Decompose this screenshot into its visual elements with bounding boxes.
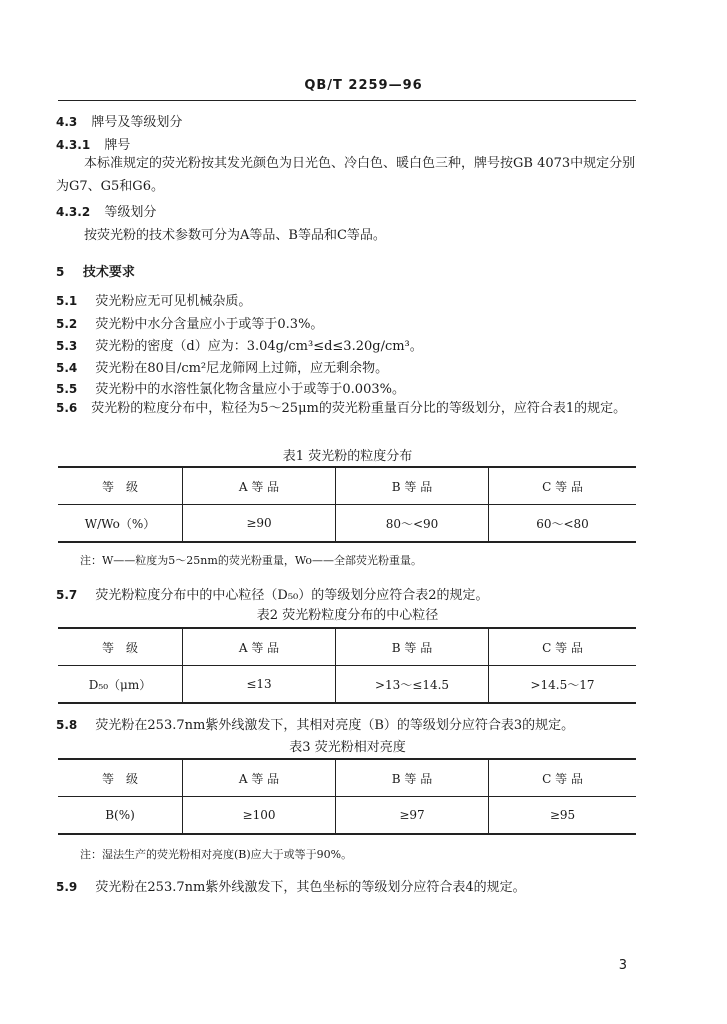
table-cell: ≥100 <box>183 797 336 835</box>
table-cell: B(%) <box>58 797 183 835</box>
table-header-cell: 等 级 <box>58 467 183 505</box>
item-5-6 <box>56 397 641 420</box>
table-3 <box>58 758 636 835</box>
table-row <box>58 666 636 704</box>
item-5-3 <box>56 335 423 354</box>
item-5-9 <box>56 876 526 895</box>
item-number: 5.8 <box>56 718 78 732</box>
table-header-cell: A 等 品 <box>183 628 336 666</box>
item-5-4 <box>56 357 388 376</box>
item-number: 5.1 <box>56 294 78 308</box>
table-header-cell: C 等 品 <box>489 759 637 797</box>
item-text: 荧光粉中水分含量应小于或等于0.3%。 <box>95 317 324 332</box>
paragraph-4-3-1: 本标准规定的荧光粉按其发光颜色为日光色、冷白色、暖白色三种，牌号按GB 4073中规定分别为G7、G5和G6。 <box>56 156 636 194</box>
item-text: 荧光粉应无可见机械杂质。 <box>95 294 252 309</box>
table-header-cell: A 等 品 <box>183 759 336 797</box>
item-number: 5.7 <box>56 588 78 602</box>
section-number: 4.3.1 <box>56 138 91 152</box>
table-header-cell: B 等 品 <box>336 759 489 797</box>
item-number: 5.4 <box>56 361 78 375</box>
section-4-3-2-heading <box>56 201 156 220</box>
table-cell: 60～<80 <box>489 505 637 543</box>
header-rule <box>58 100 636 101</box>
table-header-row <box>58 628 636 666</box>
table-cell: ≥90 <box>183 505 336 543</box>
table-cell: ≥95 <box>489 797 637 835</box>
item-number: 5.2 <box>56 317 78 331</box>
item-text: 荧光粉中的水溶性氯化物含量应小于或等于0.003%。 <box>95 382 405 397</box>
table-header-cell: C 等 品 <box>489 467 637 505</box>
item-5-8 <box>56 714 574 733</box>
item-text: 荧光粉在80目/cm²尼龙筛网上过筛，应无剩余物。 <box>95 361 389 376</box>
table-cell: 80～<90 <box>336 505 489 543</box>
table-2 <box>58 627 636 704</box>
table-1 <box>58 466 636 543</box>
section-4-3-1-heading <box>56 134 130 153</box>
item-5-2 <box>56 313 323 332</box>
table-cell: ≥97 <box>336 797 489 835</box>
page-header: QB/T 2259—96 <box>304 78 423 93</box>
section-number: 4.3 <box>56 115 78 129</box>
item-5-7 <box>56 584 489 603</box>
table-cell: D₅₀（μm） <box>58 666 183 704</box>
section-number: 4.3.2 <box>56 205 91 219</box>
section-title: 等级划分 <box>104 205 157 220</box>
table-header-cell: B 等 品 <box>336 467 489 505</box>
table3-caption: 表3 荧光粉相对亮度 <box>289 740 406 755</box>
section-title: 牌号 <box>104 138 131 153</box>
item-5-5 <box>56 378 405 397</box>
item-number: 5.5 <box>56 382 78 396</box>
item-number: 5.3 <box>56 339 78 353</box>
table-cell: >13～≤14.5 <box>336 666 489 704</box>
table-row <box>58 797 636 835</box>
page-number: 3 <box>618 958 627 973</box>
table-cell: ≤13 <box>183 666 336 704</box>
table3-note: 注：湿法生产的荧光粉相对亮度(B)应大于或等于90%。 <box>80 848 353 861</box>
item-5-1 <box>56 290 251 309</box>
item-text: 荧光粉的密度（d）应为：3.04g/cm³≤d≤3.20g/cm³。 <box>95 339 423 354</box>
table2-caption: 表2 荧光粉粒度分布的中心粒径 <box>256 608 439 623</box>
table-header-cell: B 等 品 <box>336 628 489 666</box>
section-number: 5 <box>56 265 65 279</box>
paragraph-4-3-2: 按荧光粉的技术参数可分为A等品、B等品和C等品。 <box>84 228 386 243</box>
section-title: 技术要求 <box>82 265 135 280</box>
table-header-row <box>58 759 636 797</box>
item-number: 5.9 <box>56 880 78 894</box>
item-number: 5.6 <box>56 401 78 415</box>
table1-note: 注：W——粒度为5～25nm的荧光粉重量，Wo——全部荧光粉重量。 <box>80 554 422 567</box>
item-text: 荧光粉在253.7nm紫外线激发下，其相对亮度（B）的等级划分应符合表3的规定。 <box>95 718 575 733</box>
section-title: 牌号及等级划分 <box>91 115 183 130</box>
table-header-cell: 等 级 <box>58 628 183 666</box>
table-header-cell: 等 级 <box>58 759 183 797</box>
section-5-heading <box>56 261 135 280</box>
item-text: 荧光粉粒度分布中的中心粒径（D₅₀）的等级划分应符合表2的规定。 <box>95 588 489 603</box>
table-row <box>58 505 636 543</box>
table1-caption: 表1 荧光粉的粒度分布 <box>282 449 413 464</box>
section-4-3-heading <box>56 111 182 130</box>
table-header-cell: C 等 品 <box>489 628 637 666</box>
table-header-cell: A 等 品 <box>183 467 336 505</box>
table-header-row <box>58 467 636 505</box>
item-text: 荧光粉的粒度分布中，粒径为5～25μm的荧光粉重量百分比的等级划分，应符合表1的规定。 <box>91 401 627 416</box>
item-text: 荧光粉在253.7nm紫外线激发下，其色坐标的等级划分应符合表4的规定。 <box>95 880 526 895</box>
table-cell: >14.5～17 <box>489 666 637 704</box>
table-cell: W/Wo（%） <box>58 505 183 543</box>
